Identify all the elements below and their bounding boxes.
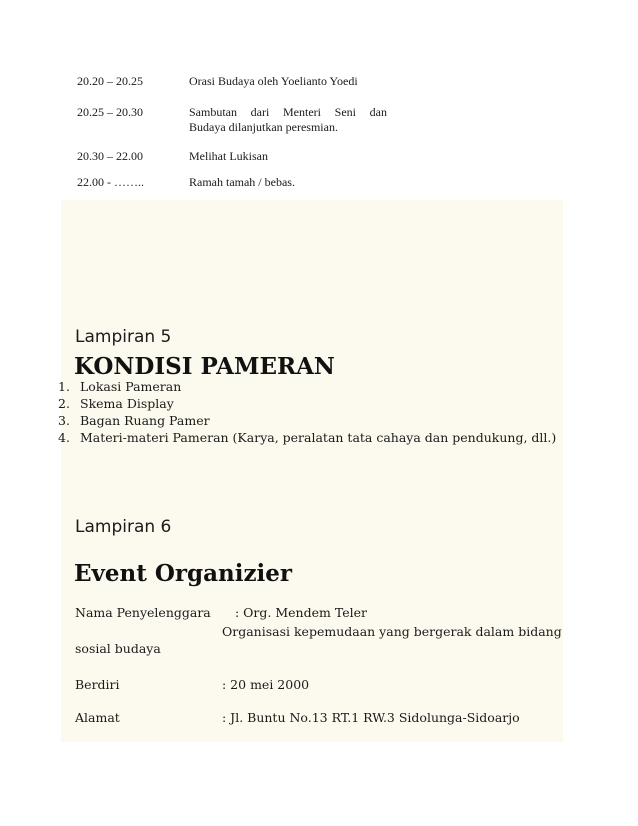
list-number: 1. <box>58 379 70 394</box>
schedule-desc: Orasi Budaya oleh Yoelianto Yoedi <box>189 74 358 88</box>
list-item <box>0 395 556 412</box>
schedule-time: 20.20 – 20.25 <box>77 74 143 88</box>
alamat-label: Alamat <box>75 710 120 725</box>
berdiri-label: Berdiri <box>75 677 120 692</box>
lampiran-5-title: KONDISI PAMERAN <box>74 353 335 380</box>
list-item <box>0 429 556 446</box>
schedule-desc-line: Sambutan dari Menteri Seni dan <box>189 105 387 119</box>
penyelenggara-desc-continued: sosial budaya <box>75 641 161 656</box>
lampiran-6-title: Event Organizier <box>74 560 293 587</box>
list-text: Skema Display <box>80 396 174 411</box>
schedule-time: 22.00 - …….. <box>77 175 144 189</box>
list-number: 4. <box>58 430 70 445</box>
alamat-value: : Jl. Buntu No.13 RT.1 RW.3 Sidolunga-Sidoarjo <box>222 710 520 725</box>
schedule-desc-line: Budaya dilanjutkan peresmian. <box>189 120 338 134</box>
list-number: 3. <box>58 413 70 428</box>
lampiran-5-label: Lampiran 5 <box>75 327 172 347</box>
schedule-desc: Melihat Lukisan <box>189 149 268 163</box>
list-item <box>0 378 556 395</box>
penyelenggara-value: : Org. Mendem Teler <box>235 605 367 620</box>
schedule-time: 20.30 – 22.00 <box>77 149 143 163</box>
list-item <box>0 412 556 429</box>
schedule-time: 20.25 – 20.30 <box>77 105 143 119</box>
berdiri-value: : 20 mei 2000 <box>222 677 310 692</box>
schedule-desc <box>189 105 387 135</box>
lampiran-6-label: Lampiran 6 <box>75 517 172 537</box>
list-text: Bagan Ruang Pamer <box>80 413 210 428</box>
list-text: Materi-materi Pameran (Karya, peralatan tata cahaya dan pendukung, dll.) <box>80 430 557 445</box>
penyelenggara-label: Nama Penyelenggara <box>75 605 211 620</box>
penyelenggara-desc: Organisasi kepemudaan yang bergerak dalam bidang <box>222 624 562 639</box>
list-text: Lokasi Pameran <box>80 379 182 394</box>
kondisi-list <box>0 378 556 446</box>
schedule-desc: Ramah tamah / bebas. <box>189 175 295 189</box>
appendix-panel <box>61 200 563 742</box>
list-number: 2. <box>58 396 70 411</box>
